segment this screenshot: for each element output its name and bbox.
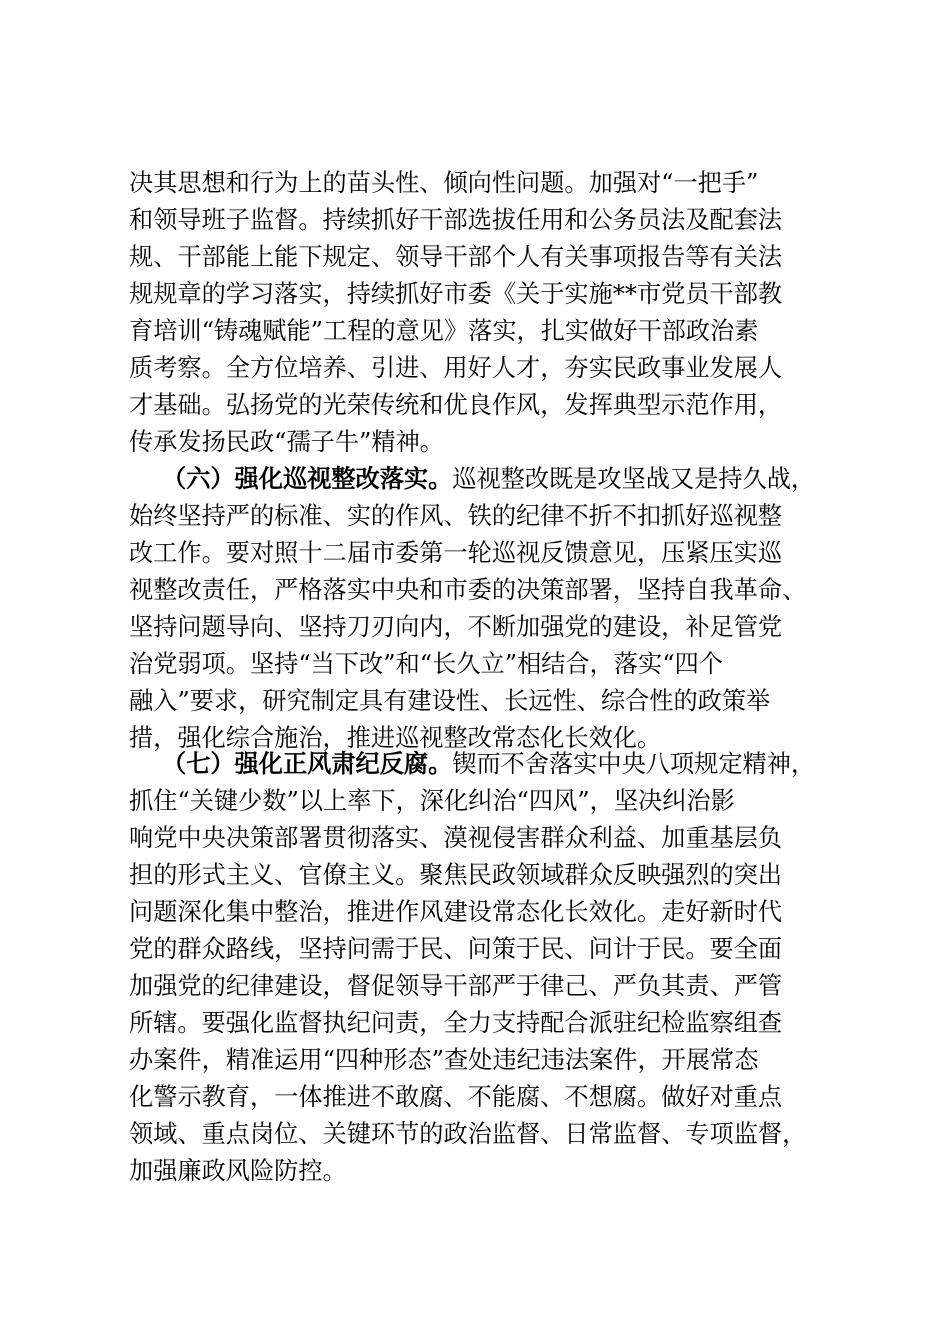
text-line: 治党弱项。坚持“当下改”和“长久立”相结合，落实“四个: [129, 650, 723, 678]
text-line: 加强党的纪律建设，督促领导干部严于律己、严负其责、严管: [129, 972, 783, 1000]
text-line: 措，强化综合施治，推进巡视整改常态化长效化。: [129, 724, 662, 752]
text-line-first: [162, 747, 815, 781]
text-line: 改工作。要对照十二届市委第一轮巡视反馈意见，压紧压实巡: [129, 539, 783, 567]
text-line: 加强廉政风险防控。: [129, 1157, 347, 1185]
text-line: 决其思想和行为上的苗头性、倾向性问题。加强对“一把手”: [129, 169, 759, 197]
heading-continuation: 巡视整改既是攻坚战又是持久战，: [452, 465, 816, 493]
text-line: 党的群众路线，坚持问需于民、问策于民、问计于民。要全面: [129, 935, 783, 963]
text-line: 所辖。要强化监督执纪问责，全力支持配合派驻纪检监察组查: [129, 1009, 783, 1037]
text-line: 办案件，精准运用“四种形态”查处违纪违法案件，开展常态: [129, 1046, 759, 1074]
text-line: 问题深化集中整治，推进作风建设常态化长效化。走好新时代: [129, 898, 783, 926]
section-heading-six: （六）强化巡视整改落实。: [162, 465, 453, 493]
text-line: 抓住“关键少数”以上率下，深化纠治“四风”，坚决纠治影: [129, 787, 735, 815]
text-line: 始终坚持严的标准、实的作风、铁的纪律不折不扣抓好巡视整: [129, 502, 783, 530]
text-line: 育培训“铸魂赋能”工程的意见》落实，扎实做好干部政治素: [129, 317, 759, 345]
text-line: 领域、重点岗位、关键环节的政治监督、日常监督、专项监督，: [129, 1120, 807, 1148]
text-line: 才基础。弘扬党的光荣传统和优良作风，发挥典型示范作用，: [129, 391, 783, 419]
text-line: 规规章的学习落实，持续抓好市委《关于实施**市党员干部教: [129, 280, 783, 308]
text-line: 传承发扬民政“孺子牛”精神。: [129, 428, 444, 456]
text-line: 融入”要求，研究制定具有建设性、长远性、综合性的政策举: [129, 687, 771, 715]
text-line: 视整改责任，严格落实中央和市委的决策部署，坚持自我革命、: [129, 576, 807, 604]
text-line: 担的形式主义、官僚主义。聚焦民政领域群众反映强烈的突出: [129, 861, 783, 889]
heading-continuation: 锲而不舍落实中央八项规定精神，: [452, 750, 816, 778]
section-heading-seven: （七）强化正风肃纪反腐。: [162, 750, 453, 778]
text-line: 响党中央决策部署贯彻落实、漠视侵害群众利益、加重基层负: [129, 824, 783, 852]
text-line: 质考察。全方位培养、引进、用好人才，夯实民政事业发展人: [129, 354, 783, 382]
text-line: 规、干部能上能下规定、领导干部个人有关事项报告等有关法: [129, 243, 783, 271]
text-line-first: [162, 462, 815, 496]
text-line: 坚持问题导向、坚持刀刃向内，不断加强党的建设，补足管党: [129, 613, 783, 641]
text-line: 和领导班子监督。持续抓好干部选拔任用和公务员法及配套法: [129, 206, 783, 234]
text-line: 化警示教育，一体推进不敢腐、不能腐、不想腐。做好对重点: [129, 1083, 783, 1111]
